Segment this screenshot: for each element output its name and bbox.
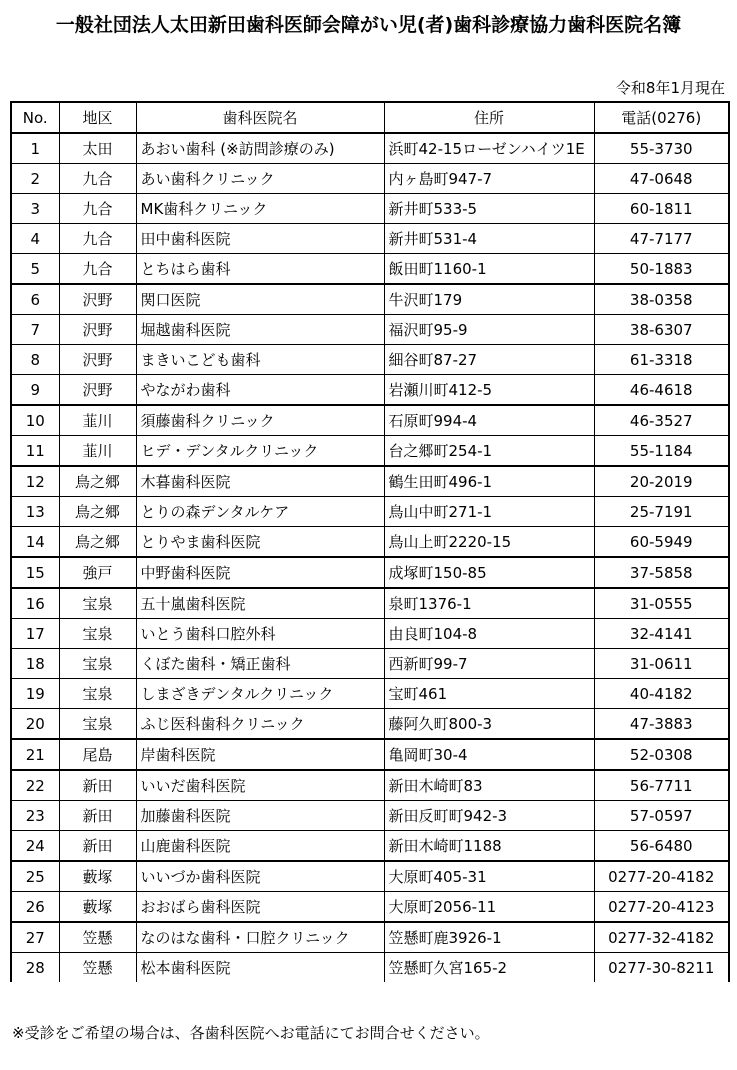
table-row xyxy=(11,254,729,285)
cell-phone: 61-3318 xyxy=(594,345,729,375)
table-row xyxy=(11,709,729,740)
cell-address: 鳥山中町271-1 xyxy=(384,497,594,527)
table-row xyxy=(11,770,729,801)
cell-phone: 52-0308 xyxy=(594,739,729,770)
table-row xyxy=(11,375,729,406)
cell-area: 九合 xyxy=(59,194,136,224)
cell-address: 笠懸町鹿3926-1 xyxy=(384,922,594,953)
cell-area: 新田 xyxy=(59,770,136,801)
cell-address: 笠懸町久宮165-2 xyxy=(384,953,594,983)
cell-address: 新田反町町942-3 xyxy=(384,801,594,831)
table-row xyxy=(11,739,729,770)
cell-address: 台之郷町254-1 xyxy=(384,436,594,467)
cell-no: 9 xyxy=(11,375,59,406)
cell-area: 藪塚 xyxy=(59,892,136,923)
cell-phone: 25-7191 xyxy=(594,497,729,527)
cell-clinic: やながわ歯科 xyxy=(136,375,384,406)
as-of-date: 令和8年1月現在 xyxy=(615,79,725,97)
cell-no: 5 xyxy=(11,254,59,285)
table-row xyxy=(11,133,729,164)
cell-no: 18 xyxy=(11,649,59,679)
cell-address: 岩瀬川町412-5 xyxy=(384,375,594,406)
cell-phone: 0277-20-4123 xyxy=(594,892,729,923)
cell-area: 沢野 xyxy=(59,375,136,406)
cell-phone: 56-7711 xyxy=(594,770,729,801)
cell-no: 2 xyxy=(11,164,59,194)
cell-area: 沢野 xyxy=(59,315,136,345)
cell-address: 新井町531-4 xyxy=(384,224,594,254)
cell-phone: 46-3527 xyxy=(594,405,729,436)
cell-no: 16 xyxy=(11,588,59,619)
cell-clinic: 中野歯科医院 xyxy=(136,557,384,588)
cell-clinic: ヒデ・デンタルクリニック xyxy=(136,436,384,467)
cell-no: 1 xyxy=(11,133,59,164)
cell-no: 20 xyxy=(11,709,59,740)
table-row xyxy=(11,497,729,527)
cell-area: 沢野 xyxy=(59,345,136,375)
cell-clinic: 岸歯科医院 xyxy=(136,739,384,770)
cell-phone: 0277-30-8211 xyxy=(594,953,729,983)
cell-area: 宝泉 xyxy=(59,588,136,619)
cell-phone: 57-0597 xyxy=(594,801,729,831)
table-row xyxy=(11,405,729,436)
table-row xyxy=(11,557,729,588)
header-clinic: 歯科医院名 xyxy=(136,102,384,133)
cell-clinic: なのはな歯科・口腔クリニック xyxy=(136,922,384,953)
cell-phone: 56-6480 xyxy=(594,831,729,862)
cell-area: 鳥之郷 xyxy=(59,466,136,497)
cell-address: 宝町461 xyxy=(384,679,594,709)
cell-phone: 20-2019 xyxy=(594,466,729,497)
cell-no: 10 xyxy=(11,405,59,436)
cell-area: 尾島 xyxy=(59,739,136,770)
cell-area: 鳥之郷 xyxy=(59,527,136,558)
table-row xyxy=(11,194,729,224)
table-row xyxy=(11,801,729,831)
cell-clinic: あい歯科クリニック xyxy=(136,164,384,194)
table-row xyxy=(11,436,729,467)
table-row xyxy=(11,224,729,254)
cell-area: 藪塚 xyxy=(59,861,136,892)
cell-area: 宝泉 xyxy=(59,619,136,649)
cell-address: 新田木崎町83 xyxy=(384,770,594,801)
cell-clinic: いいづか歯科医院 xyxy=(136,861,384,892)
cell-no: 28 xyxy=(11,953,59,983)
cell-no: 17 xyxy=(11,619,59,649)
cell-area: 新田 xyxy=(59,801,136,831)
cell-clinic: 山鹿歯科医院 xyxy=(136,831,384,862)
header-area: 地区 xyxy=(59,102,136,133)
cell-no: 24 xyxy=(11,831,59,862)
cell-no: 23 xyxy=(11,801,59,831)
cell-no: 21 xyxy=(11,739,59,770)
cell-clinic: しまざきデンタルクリニック xyxy=(136,679,384,709)
cell-address: 鶴生田町496-1 xyxy=(384,466,594,497)
cell-phone: 0277-32-4182 xyxy=(594,922,729,953)
cell-clinic: 田中歯科医院 xyxy=(136,224,384,254)
cell-address: 成塚町150-85 xyxy=(384,557,594,588)
cell-phone: 0277-20-4182 xyxy=(594,861,729,892)
cell-area: 韮川 xyxy=(59,436,136,467)
cell-area: 九合 xyxy=(59,254,136,285)
cell-clinic: 五十嵐歯科医院 xyxy=(136,588,384,619)
cell-area: 笠懸 xyxy=(59,953,136,983)
cell-phone: 50-1883 xyxy=(594,254,729,285)
cell-no: 22 xyxy=(11,770,59,801)
cell-no: 13 xyxy=(11,497,59,527)
cell-clinic: あおい歯科 (※訪問診療のみ) xyxy=(136,133,384,164)
cell-address: 福沢町95-9 xyxy=(384,315,594,345)
table-header-row xyxy=(11,102,729,133)
document-title: 一般社団法人太田新田歯科医師会障がい児(者)歯科診療協力歯科医院名簿 xyxy=(55,14,682,36)
footnote: ※受診をご希望の場合は、各歯科医院へお電話にてお問合せください。 xyxy=(12,1024,490,1042)
cell-clinic: 松本歯科医院 xyxy=(136,953,384,983)
cell-clinic: とちはら歯科 xyxy=(136,254,384,285)
table-row xyxy=(11,649,729,679)
cell-area: 鳥之郷 xyxy=(59,497,136,527)
cell-no: 25 xyxy=(11,861,59,892)
header-phone: 電話(0276) xyxy=(594,102,729,133)
cell-phone: 55-1184 xyxy=(594,436,729,467)
cell-phone: 47-0648 xyxy=(594,164,729,194)
cell-area: 沢野 xyxy=(59,284,136,315)
cell-no: 3 xyxy=(11,194,59,224)
cell-no: 14 xyxy=(11,527,59,558)
cell-no: 8 xyxy=(11,345,59,375)
table-row xyxy=(11,953,729,983)
cell-area: 九合 xyxy=(59,224,136,254)
cell-area: 宝泉 xyxy=(59,709,136,740)
cell-address: 大原町405-31 xyxy=(384,861,594,892)
cell-no: 6 xyxy=(11,284,59,315)
table-row xyxy=(11,619,729,649)
cell-address: 西新町99-7 xyxy=(384,649,594,679)
cell-phone: 38-6307 xyxy=(594,315,729,345)
table-body xyxy=(11,133,729,982)
cell-area: 韮川 xyxy=(59,405,136,436)
table-row xyxy=(11,861,729,892)
cell-clinic: 加藤歯科医院 xyxy=(136,801,384,831)
cell-clinic: MK歯科クリニック xyxy=(136,194,384,224)
cell-phone: 46-4618 xyxy=(594,375,729,406)
table-row xyxy=(11,466,729,497)
table-row xyxy=(11,164,729,194)
header-no: No. xyxy=(11,102,59,133)
cell-no: 15 xyxy=(11,557,59,588)
cell-phone: 60-1811 xyxy=(594,194,729,224)
cell-clinic: まきいこども歯科 xyxy=(136,345,384,375)
cell-no: 11 xyxy=(11,436,59,467)
cell-no: 4 xyxy=(11,224,59,254)
cell-phone: 32-4141 xyxy=(594,619,729,649)
table-row xyxy=(11,527,729,558)
cell-no: 27 xyxy=(11,922,59,953)
table-row xyxy=(11,831,729,862)
cell-area: 太田 xyxy=(59,133,136,164)
header-address: 住所 xyxy=(384,102,594,133)
cell-address: 牛沢町179 xyxy=(384,284,594,315)
cell-address: 鳥山上町2220-15 xyxy=(384,527,594,558)
cell-no: 19 xyxy=(11,679,59,709)
cell-address: 藤阿久町800-3 xyxy=(384,709,594,740)
cell-address: 亀岡町30-4 xyxy=(384,739,594,770)
table-row xyxy=(11,345,729,375)
cell-no: 12 xyxy=(11,466,59,497)
cell-address: 内ヶ島町947-7 xyxy=(384,164,594,194)
cell-address: 浜町42-15ローゼンハイツ1E xyxy=(384,133,594,164)
cell-phone: 38-0358 xyxy=(594,284,729,315)
cell-clinic: いいだ歯科医院 xyxy=(136,770,384,801)
table-row xyxy=(11,315,729,345)
table-row xyxy=(11,679,729,709)
cell-clinic: いとう歯科口腔外科 xyxy=(136,619,384,649)
cell-address: 細谷町87-27 xyxy=(384,345,594,375)
cell-clinic: とりの森デンタルケア xyxy=(136,497,384,527)
cell-area: 宝泉 xyxy=(59,649,136,679)
cell-clinic: 堀越歯科医院 xyxy=(136,315,384,345)
cell-phone: 60-5949 xyxy=(594,527,729,558)
cell-address: 石原町994-4 xyxy=(384,405,594,436)
cell-no: 7 xyxy=(11,315,59,345)
cell-clinic: 関口医院 xyxy=(136,284,384,315)
cell-area: 強戸 xyxy=(59,557,136,588)
clinic-roster-table xyxy=(10,101,730,982)
table-row xyxy=(11,892,729,923)
cell-clinic: とりやま歯科医院 xyxy=(136,527,384,558)
cell-address: 新井町533-5 xyxy=(384,194,594,224)
cell-phone: 47-7177 xyxy=(594,224,729,254)
cell-area: 九合 xyxy=(59,164,136,194)
cell-area: 宝泉 xyxy=(59,679,136,709)
cell-phone: 31-0555 xyxy=(594,588,729,619)
cell-no: 26 xyxy=(11,892,59,923)
cell-address: 由良町104-8 xyxy=(384,619,594,649)
cell-phone: 31-0611 xyxy=(594,649,729,679)
cell-phone: 40-4182 xyxy=(594,679,729,709)
cell-area: 新田 xyxy=(59,831,136,862)
cell-clinic: くぼた歯科・矯正歯科 xyxy=(136,649,384,679)
cell-clinic: おおばら歯科医院 xyxy=(136,892,384,923)
table-row xyxy=(11,922,729,953)
cell-address: 大原町2056-11 xyxy=(384,892,594,923)
table-row xyxy=(11,284,729,315)
cell-address: 新田木崎町1188 xyxy=(384,831,594,862)
cell-clinic: 須藤歯科クリニック xyxy=(136,405,384,436)
cell-address: 泉町1376-1 xyxy=(384,588,594,619)
cell-clinic: 木暮歯科医院 xyxy=(136,466,384,497)
cell-phone: 55-3730 xyxy=(594,133,729,164)
table-row xyxy=(11,588,729,619)
cell-area: 笠懸 xyxy=(59,922,136,953)
cell-phone: 47-3883 xyxy=(594,709,729,740)
cell-clinic: ふじ医科歯科クリニック xyxy=(136,709,384,740)
cell-address: 飯田町1160-1 xyxy=(384,254,594,285)
cell-phone: 37-5858 xyxy=(594,557,729,588)
